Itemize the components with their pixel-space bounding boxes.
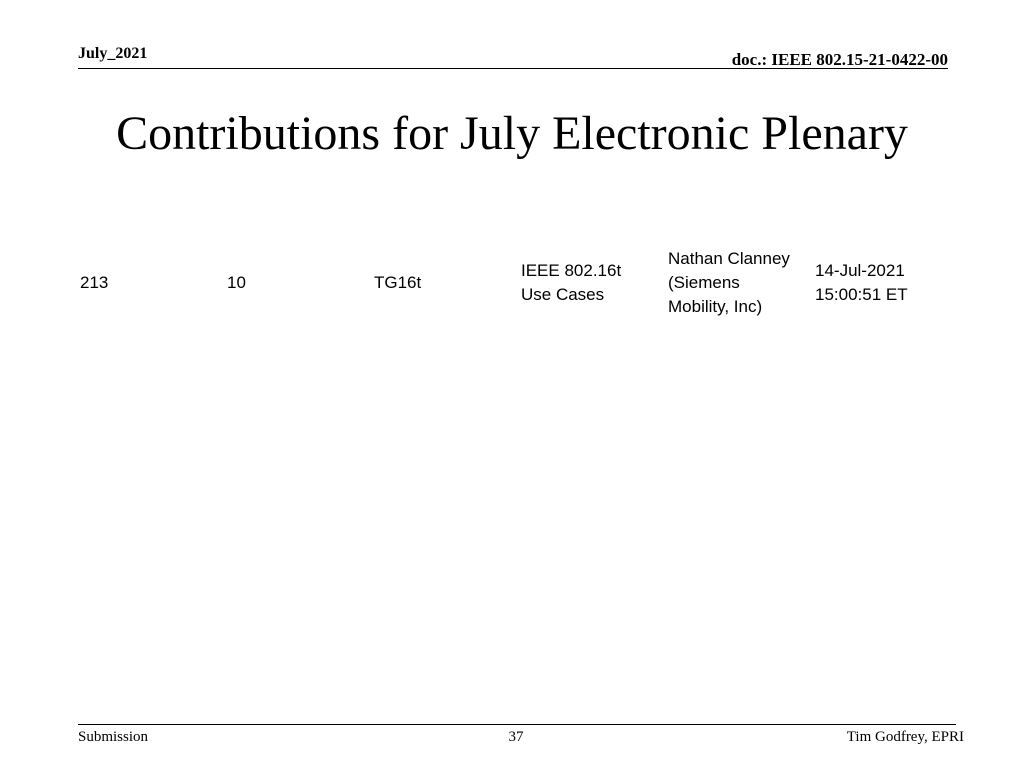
cell-number-text: 213 xyxy=(80,273,109,292)
header-date: July_2021 xyxy=(78,45,148,62)
header-doc-id: doc.: IEEE 802.15-21-0422-00 xyxy=(731,50,948,69)
cell-doc-title-text: IEEE 802.16t Use Cases xyxy=(521,261,622,304)
cell-group xyxy=(374,235,504,331)
cell-date-text: 14-Jul-2021 15:00:51 ET xyxy=(815,261,908,304)
header-rule xyxy=(78,68,948,69)
cell-doc-title xyxy=(521,235,656,331)
footer-submission: Submission xyxy=(78,729,149,745)
footer-author: Tim Godfrey, EPRI xyxy=(846,729,964,745)
cell-group-number xyxy=(227,235,347,331)
cell-author xyxy=(668,235,803,331)
footer-rule xyxy=(78,724,956,725)
cell-date xyxy=(815,235,950,331)
table-row xyxy=(0,235,1024,335)
page-number: 37 xyxy=(508,729,524,745)
cell-number xyxy=(80,235,200,331)
cell-author-text: Nathan Clanney (Siemens Mobility, Inc) xyxy=(668,249,790,316)
cell-group-text: TG16t xyxy=(374,273,422,292)
slide-title: Contributions for July Electronic Plenary xyxy=(116,107,908,160)
cell-group-number-text: 10 xyxy=(227,273,246,292)
